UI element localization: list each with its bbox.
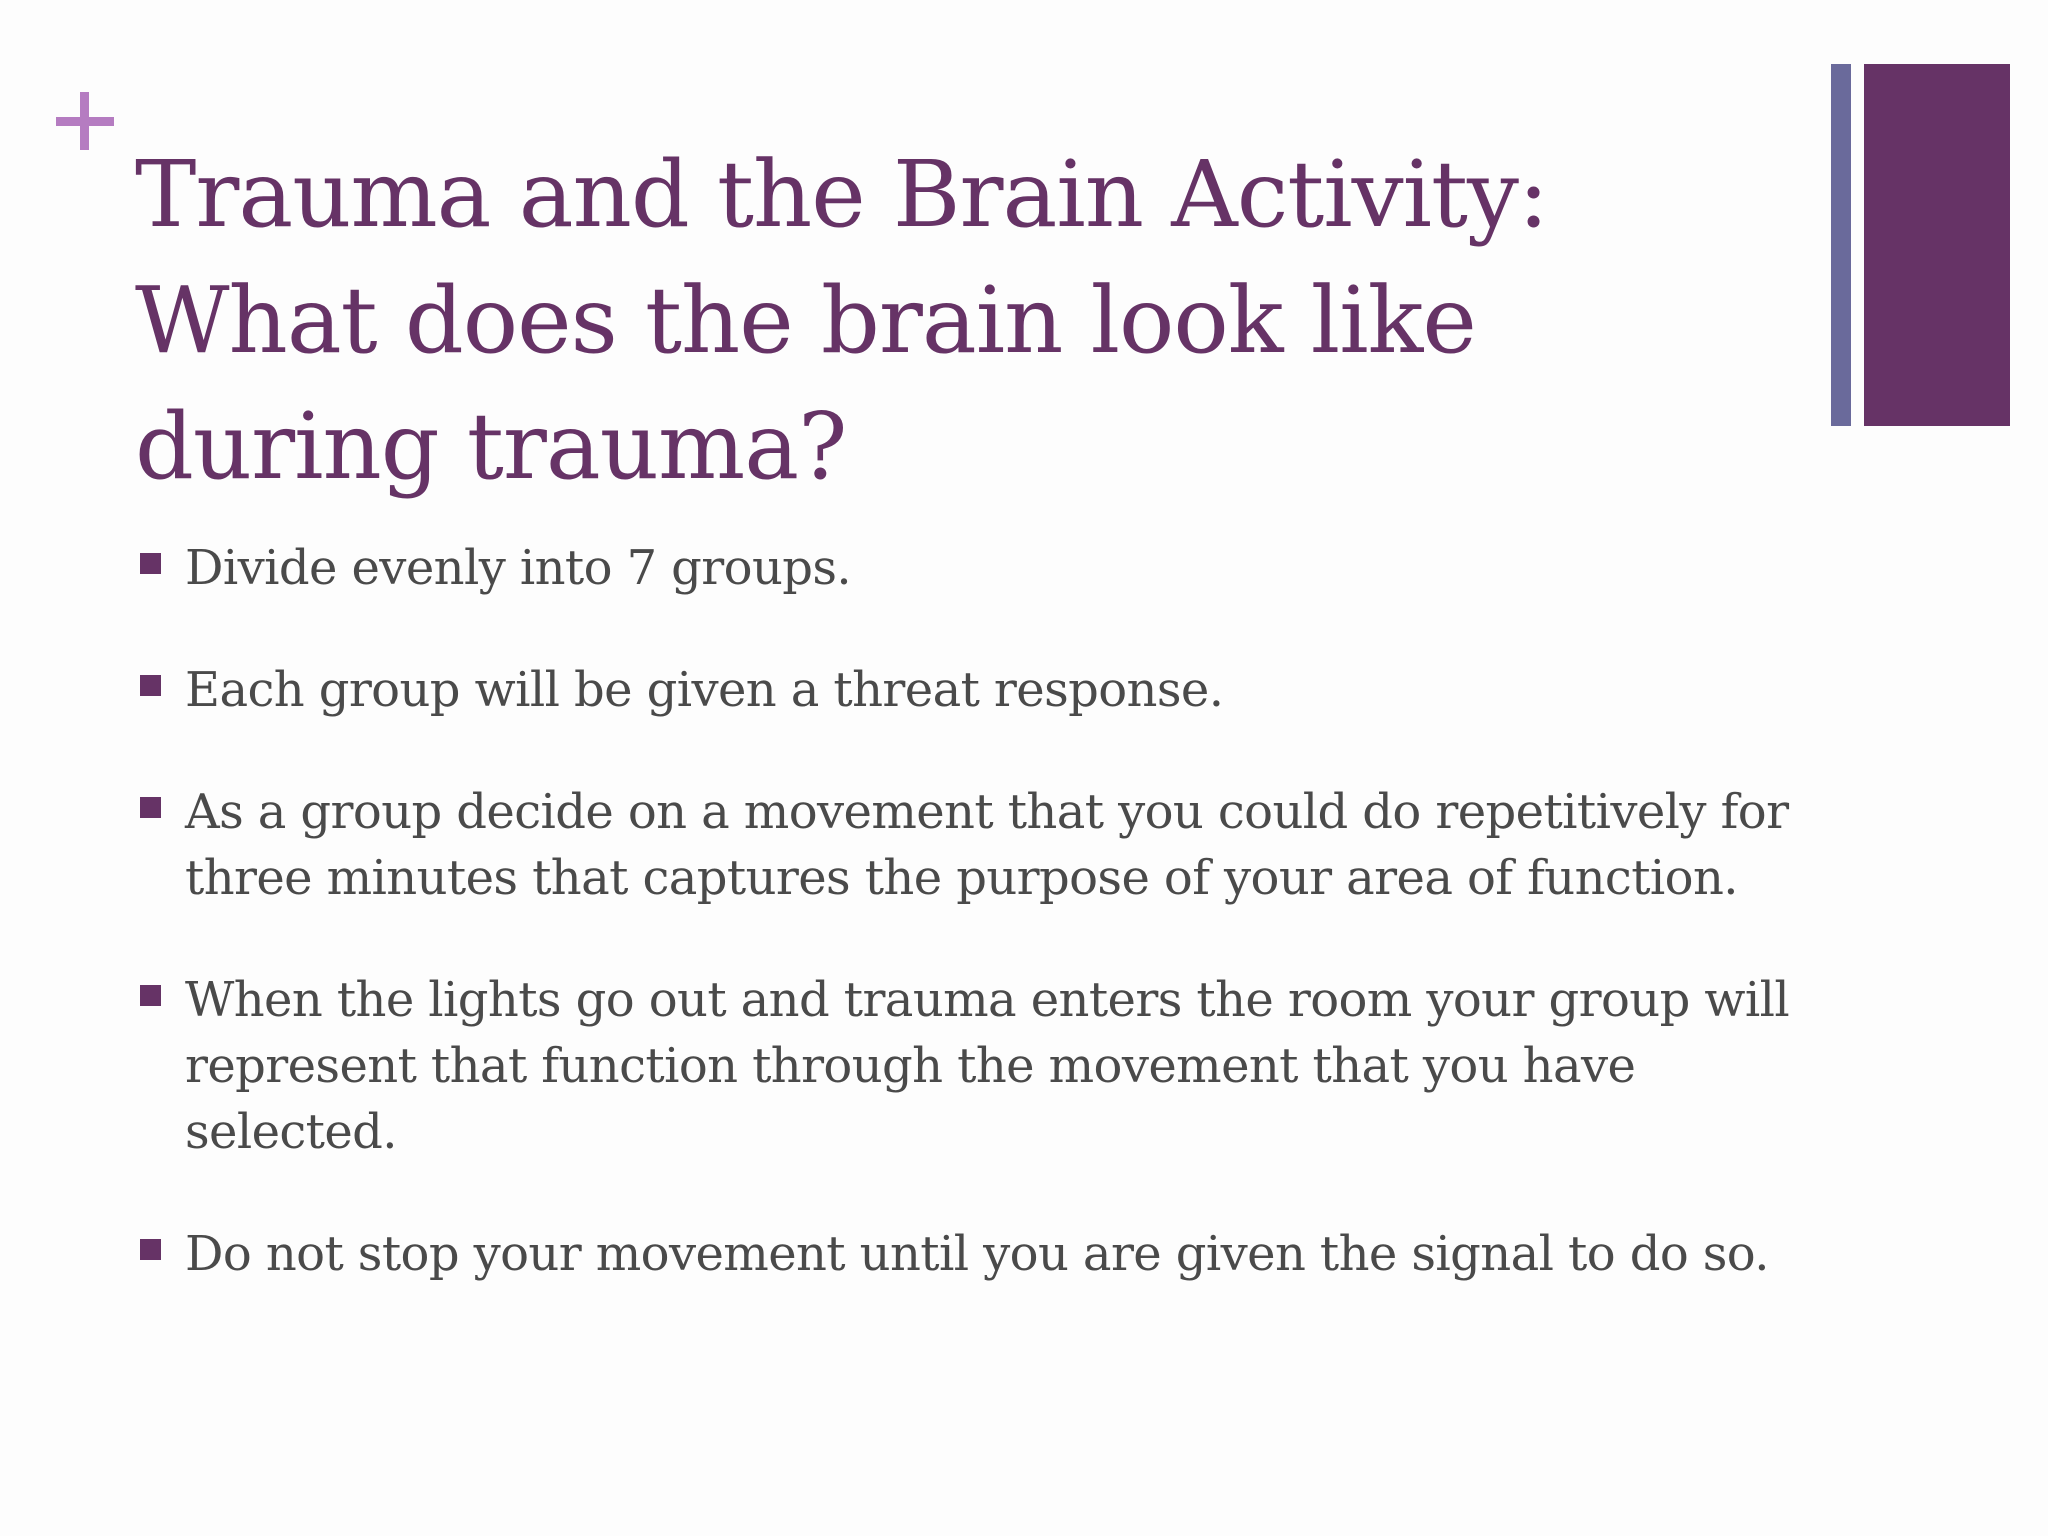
square-bullet-icon (140, 1239, 161, 1260)
bullet-item (135, 967, 1815, 1165)
bullet-text: When the lights go out and trauma enters the room your group will represent that function through the movement that you have selected. (185, 972, 1790, 1160)
accent-bar-thin (1831, 64, 1851, 426)
bullet-text: Divide evenly into 7 groups. (185, 540, 852, 596)
title-line-3: during trauma? (135, 393, 847, 500)
square-bullet-icon (140, 675, 161, 696)
plus-icon (56, 92, 114, 150)
square-bullet-icon (140, 797, 161, 818)
bullet-item (135, 1221, 1815, 1287)
title-line-1: Trauma and the Brain Activity: (135, 141, 1548, 248)
title-line-2: What does the brain look like (135, 267, 1476, 374)
bullet-item (135, 535, 1815, 601)
square-bullet-icon (140, 985, 161, 1006)
bullet-item (135, 779, 1815, 911)
bullet-text: Do not stop your movement until you are given the signal to do so. (185, 1226, 1769, 1282)
accent-bar-thick (1864, 64, 2010, 426)
bullet-text: As a group decide on a movement that you could do repetitively for three minutes that captures the purpose of your area of function. (185, 784, 1789, 906)
bullet-text: Each group will be given a threat response. (185, 662, 1224, 718)
slide-title (135, 132, 1785, 510)
bullet-list (135, 535, 1815, 1343)
square-bullet-icon (140, 553, 161, 574)
bullet-item (135, 657, 1815, 723)
